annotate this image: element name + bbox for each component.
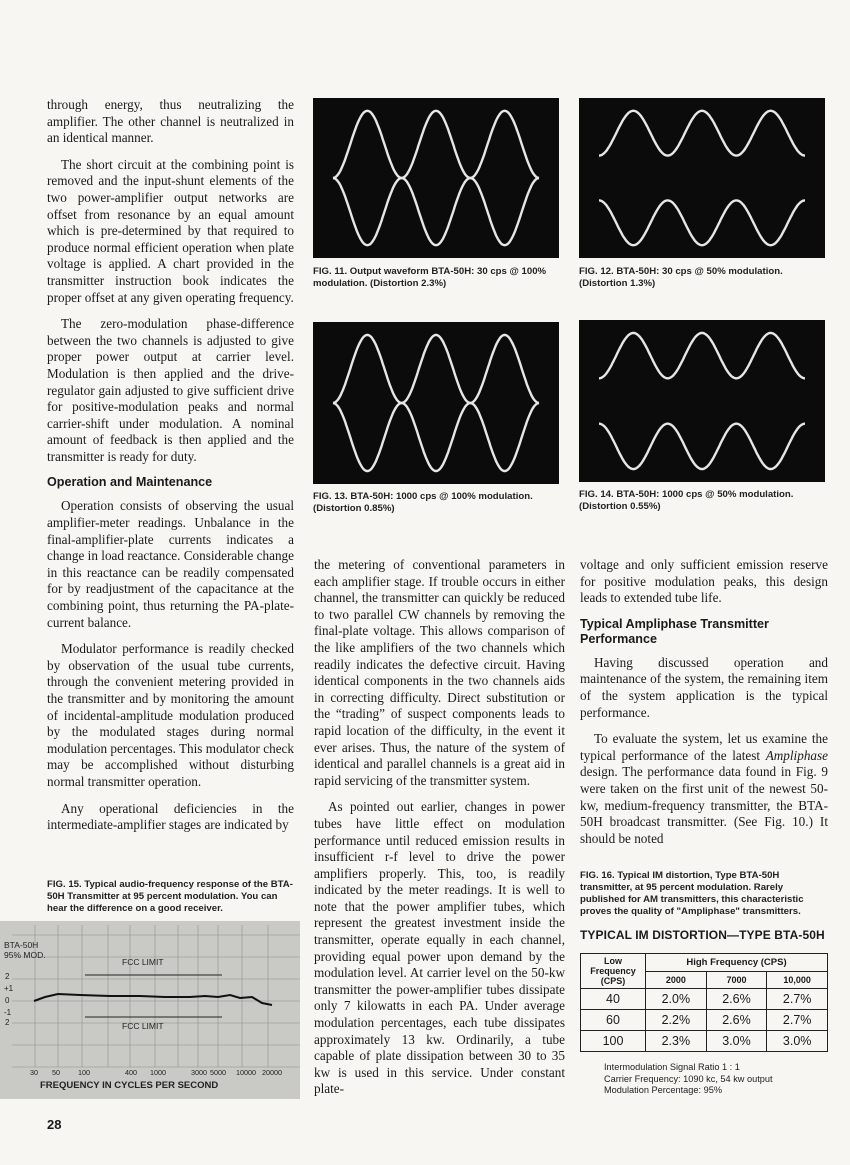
paragraph: As pointed out earlier, changes in power tubes have little effect on modulation performance until reduced emission results in insufficient r-f level to drive the power amplifiers properly. This, too, is readily indicated by the meter readings. It is well to note that the power amplifier tubes, which represent the greatest investment inside the transmitter, operate equally in each channel, providing equal power upon demand by the modulation level. At carrier level on the 50-kw transmitter the power-amplifier tubes dissipate only 7 kilowatts in each PA. Under average modulation percentages, each tube dissipates approximately 13 kw. Ordinarily, a tube capable of plate dissipation between 30 to 35 kw is used in this service. Under constant plate-	[314, 799, 565, 1097]
x-tick: 20000	[262, 1068, 282, 1077]
cell-value: 2.0%	[646, 989, 707, 1010]
page-number: 28	[47, 1117, 62, 1132]
im-distortion-table	[580, 953, 828, 1052]
scope-fig14	[579, 320, 825, 482]
graph-x-label: FREQUENCY IN CYCLES PER SECOND	[40, 1080, 219, 1091]
paragraph: Modulator performance is readily checked by observation of the usual tube currents, through the convenient metering provided in the transmitter and by monitoring the amount of incidental-amplitude modulation produced by the modulated stages during normal modulation percentages. This modulator check may be accomplished without disturbing normal transmitter operation.	[47, 641, 294, 789]
y-tick: 2	[5, 972, 10, 981]
scope-fig13	[313, 322, 559, 484]
y-tick: 2	[5, 1018, 10, 1027]
caption-fig16: FIG. 16. Typical IM distortion, Type BTA-50H transmitter, at 95 percent modulation. Rarely published for AM transmitters, this characteristic proves the quality of "Ampliphase" transmitters.	[580, 870, 804, 917]
paragraph: through energy, thus neutralizing the amplifier. The other channel is neutralized in an identical manner.	[47, 97, 294, 146]
table-notes	[604, 1062, 834, 1097]
fcc-limit-lower: FCC LIMIT	[122, 1021, 164, 1031]
x-tick: 400	[125, 1068, 137, 1077]
frequency-response-graph	[0, 921, 300, 1099]
text-column-2	[314, 557, 565, 1108]
fcc-limit-upper: FCC LIMIT	[122, 957, 164, 967]
paragraph: the metering of conventional parameters in each amplifier stage. If trouble occurs in either channel, the transmitter can quickly be reduced to two parallel CW channels by removing the final-plate voltage. This allows comparison of the like amplifiers of the two channels which readily indicates the defective circuit. Having identical components in the two channels aids in correcting difficulty. Direct substitution or the “trading” of suspect components leads to rapid location of the difficulty, in the event it ever arises. Thus, the nature of the system of identical and parallel channels is a great aid in rapid servicing of the transmitter system.	[314, 557, 565, 788]
caption-fig12: FIG. 12. BTA-50H: 30 cps @ 50% modulation. (Distortion 1.3%)	[579, 266, 783, 289]
x-tick: 3000	[191, 1068, 207, 1077]
cell-value: 2.6%	[706, 989, 767, 1010]
section-heading-performance: Typical Ampliphase Transmitter Performance	[580, 616, 769, 646]
paragraph: voltage and only sufficient emission reserve for positive modulation peaks, this design leads to extended tube life.	[580, 557, 828, 606]
waveform-fig14	[579, 320, 825, 482]
text-column-3	[580, 557, 828, 857]
graph-model-label: BTA-50H	[4, 940, 39, 950]
waveform-fig13	[313, 322, 559, 484]
graph-mod-label: 95% MOD.	[4, 950, 46, 960]
scope-fig11	[313, 98, 559, 258]
x-tick: 10000	[236, 1068, 256, 1077]
x-tick: 5000	[210, 1068, 226, 1077]
paragraph: Any operational deficiencies in the intermediate-amplifier stages are indicated by	[47, 800, 294, 833]
table-title: TYPICAL IM DISTORTION—TYPE BTA-50H	[580, 928, 825, 942]
table-group-header: High Frequency (CPS)	[646, 954, 828, 972]
response-chart	[0, 921, 300, 1099]
paragraph: Having discussed operation and maintenance of the system, the remaining item of the system application is the typical performance.	[580, 654, 828, 720]
table-row	[581, 1010, 828, 1031]
row-frequency: 100	[581, 1031, 646, 1052]
paragraph: To evaluate the system, let us examine the typical performance of the latest Ampliphase design. The performance data found in Fig. 9 were taken on the first unit of the newest 50-kw, medium-frequency transmitter, the BTA-50H broadcast transmitter. (See Fig. 10.) It should be noted	[580, 731, 828, 846]
caption-fig11: FIG. 11. Output waveform BTA-50H: 30 cps @ 100% modulation. (Distortion 2.3%)	[313, 266, 547, 289]
response-curve	[34, 994, 272, 1005]
cell-value: 2.7%	[767, 1010, 828, 1031]
table-corner-header: Low Frequency (CPS)	[581, 954, 646, 989]
x-tick: 1000	[150, 1068, 166, 1077]
table-col-header: 7000	[706, 972, 767, 989]
row-frequency: 60	[581, 1010, 646, 1031]
x-tick: 100	[78, 1068, 90, 1077]
paragraph: The short circuit at the combining point is removed and the input-shunt elements of the two power-amplifier output networks are offset from resonance by an equal amount which is pre-determined by that required to produce normal efficient operation when plate voltage is applied. A chart provided in the transmitter instruction book indicates the proper offset at any given operating frequency.	[47, 156, 294, 305]
cell-value: 3.0%	[767, 1031, 828, 1052]
table-col-header: 2000	[646, 972, 707, 989]
table-row	[581, 1031, 828, 1052]
cell-value: 2.7%	[767, 989, 828, 1010]
y-tick: 0	[5, 996, 10, 1005]
cell-value: 3.0%	[706, 1031, 767, 1052]
waveform-fig12	[579, 98, 825, 258]
row-frequency: 40	[581, 989, 646, 1010]
note-carrier: Carrier Frequency: 1090 kc, 54 kw output	[604, 1073, 773, 1084]
cell-value: 2.2%	[646, 1010, 707, 1031]
section-heading-operation: Operation and Maintenance	[47, 475, 213, 490]
scope-fig12	[579, 98, 825, 258]
x-tick: 30	[30, 1068, 38, 1077]
note-signal-ratio: Intermodulation Signal Ratio 1 : 1	[604, 1062, 740, 1072]
cell-value: 2.6%	[706, 1010, 767, 1031]
caption-fig14: FIG. 14. BTA-50H: 1000 cps @ 50% modulation. (Distortion 0.55%)	[579, 489, 794, 512]
note-modulation: Modulation Percentage: 95%	[604, 1085, 722, 1095]
waveform-fig11	[313, 98, 559, 258]
cell-value: 2.3%	[646, 1031, 707, 1052]
table-row	[581, 989, 828, 1010]
y-tick: -1	[4, 1008, 12, 1017]
caption-fig15: FIG. 15. Typical audio-frequency response of the BTA-50H Transmitter at 95 percent modulation. You can hear the difference on a good receiver.	[47, 879, 293, 914]
text-column-1	[47, 97, 294, 844]
paragraph: Operation consists of observing the usual amplifier-meter readings. Unbalance in the final-amplifier-plate currents indicates a change in load reactance. Considerable change in this reactance can be readily compensated for by readjustment of the capacitance at the combining point, thus returning the PA-plate-current balance.	[47, 498, 294, 630]
table-col-header: 10,000	[767, 972, 828, 989]
x-tick: 50	[52, 1068, 60, 1077]
paragraph: The zero-modulation phase-difference between the two channels is adjusted to give proper power output at carrier level. Modulation is then applied and the drive-regulator gain adjusted to give sufficient drive for positive-modulation peaks and normal carrier-shift under modulation. A nominal amount of feedback is then applied and the transmitter is ready for duty.	[47, 316, 294, 464]
caption-fig13: FIG. 13. BTA-50H: 1000 cps @ 100% modulation. (Distortion 0.85%)	[313, 491, 533, 514]
y-tick: +1	[4, 984, 14, 993]
